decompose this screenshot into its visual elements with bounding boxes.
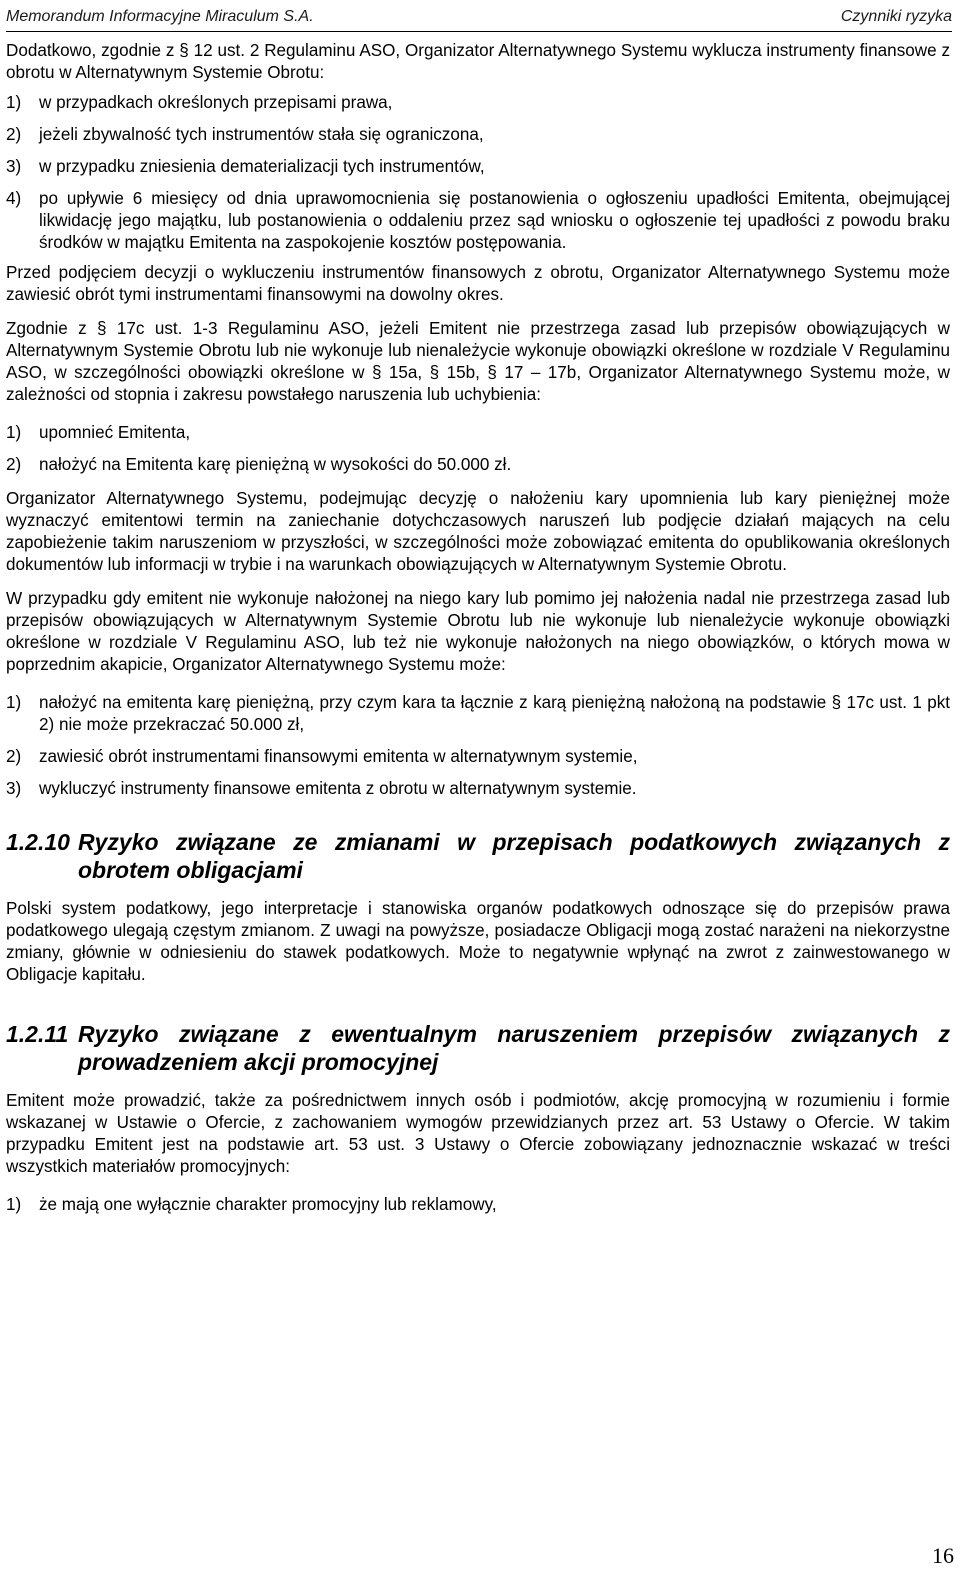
list-item-text: upomnieć Emitenta, bbox=[39, 423, 191, 442]
list-item bbox=[6, 422, 950, 444]
section-heading bbox=[6, 1020, 950, 1076]
list-item-number: 2) bbox=[6, 455, 22, 474]
list-item-number: 2) bbox=[6, 747, 22, 766]
list-item-number: 3) bbox=[6, 779, 22, 798]
paragraph: W przypadku gdy emitent nie wykonuje nałożonej na niego kary lub pomimo jej nałożenia nadal nie przestrzega zasad lub przepisów obowiązujących w Alternatywnym Systemie Obrotu lub nie wykonuje lub nienależycie wykonuje obowiązki określone w rozdziale V Regulaminu ASO, lub też nie wykonuje nałożonych na niego obowiązków, o których mowa w poprzednim akapicie, Organizator Alternatywnego Systemu może: bbox=[6, 589, 950, 674]
page-body bbox=[6, 40, 950, 1226]
page-header bbox=[6, 8, 952, 32]
list-item-number: 1) bbox=[6, 693, 22, 712]
penalty-list bbox=[6, 422, 950, 476]
list-item bbox=[6, 454, 950, 476]
list-item-text: w przypadku zniesienia dematerializacji tych instrumentów, bbox=[39, 157, 485, 176]
list-item-text: zawiesić obrót instrumentami finansowymi emitenta w alternatywnym systemie, bbox=[39, 747, 638, 766]
paragraph: Organizator Alternatywnego Systemu, podejmując decyzję o nałożeniu kary upomnienia lub kary pieniężnej może wyznaczyć emitentowi termin na zaniechanie dotychczasowych naruszeń lub podjęcie działań mających na celu zapobieżenie takim naruszeniom w przyszłości, w szczególności może zobowiązać emitenta do opublikowania określonych dokumentów lub informacji w trybie i na warunkach obowiązujących w Alternatywnym Systemie Obrotu. bbox=[6, 489, 950, 574]
list-item-text: w przypadkach określonych przepisami prawa, bbox=[39, 93, 393, 112]
list-item-number: 2) bbox=[6, 125, 22, 144]
list-item bbox=[6, 92, 950, 114]
list-item-text: nałożyć na Emitenta karę pieniężną w wysokości do 50.000 zł. bbox=[39, 455, 512, 474]
list-item-number: 1) bbox=[6, 423, 22, 442]
page-number: 16 bbox=[932, 1543, 954, 1568]
list-item bbox=[6, 778, 950, 800]
list-item-text: nałożyć na emitenta karę pieniężną, przy czym kara ta łącznie z karą pieniężną nałożoną na podstawie § 17c ust. 1 pkt 2) nie może przekraczać 50.000 zł, bbox=[39, 693, 950, 734]
exclusion-list bbox=[6, 92, 950, 254]
section-heading bbox=[6, 828, 950, 884]
list-item bbox=[6, 692, 950, 736]
list-item bbox=[6, 156, 950, 178]
list-item bbox=[6, 1194, 950, 1216]
sanctions-list bbox=[6, 692, 950, 800]
list-item bbox=[6, 188, 950, 254]
list-item-text: jeżeli zbywalność tych instrumentów stała się ograniczona, bbox=[39, 125, 484, 144]
list-item-number: 4) bbox=[6, 189, 22, 208]
header-section-title: Czynniki ryzyka bbox=[840, 8, 952, 25]
list-item bbox=[6, 746, 950, 768]
list-item bbox=[6, 124, 950, 146]
section-title: Ryzyko związane z ewentualnym naruszeniem przepisów związanych z prowadzeniem akcji promocyjnej bbox=[78, 1021, 950, 1075]
section-number: 1.2.10 bbox=[6, 829, 70, 855]
list-item-number: 3) bbox=[6, 157, 22, 176]
promo-requirements-list bbox=[6, 1194, 950, 1216]
section-title: Ryzyko związane ze zmianami w przepisach podatkowych związanych z obrotem obligacjami bbox=[78, 829, 950, 883]
list-item-text: po upływie 6 miesięcy od dnia uprawomocnienia się postanowienia o ogłoszeniu upadłości Emitenta, obejmującej likwidację jego majątku, lub postanowienia o oddaleniu przez sąd wniosku o ogłoszenie tej upadłości z powodu braku środków w majątku Emitenta na zaspokojenie kosztów postępowania. bbox=[39, 189, 950, 252]
paragraph: Emitent może prowadzić, także za pośrednictwem innych osób i podmiotów, akcję promocyjną w rozumieniu i formie wskazanej w Ustawie o Ofercie, z zachowaniem wymogów przewidzianych przez art. 53 Ustawy o Ofercie. W takim przypadku Emitent jest na podstawie art. 53 ust. 3 Ustawy o Ofercie zobowiązany jednoznacznie wskazać w treści wszystkich materiałów promocyjnych: bbox=[6, 1091, 950, 1176]
paragraph: Przed podjęciem decyzji o wykluczeniu instrumentów finansowych z obrotu, Organizator Alternatywnego Systemu może zawiesić obrót tymi instrumentami finansowymi na dowolny okres. bbox=[6, 263, 950, 304]
list-item-text: że mają one wyłącznie charakter promocyjny lub reklamowy, bbox=[39, 1195, 497, 1214]
list-item-number: 1) bbox=[6, 1195, 22, 1214]
list-item-number: 1) bbox=[6, 93, 22, 112]
paragraph: Polski system podatkowy, jego interpretacje i stanowiska organów podatkowych odnoszące się do przepisów prawa podatkowego ulegają częstym zmianom. Z uwagi na powyższe, posiadacze Obligacji mogą zostać narażeni na niekorzystne zmiany, głównie w odniesieniu do stawek podatkowych. Może to negatywnie wpłynąć na zwrot z zainwestowanego w Obligacje kapitału. bbox=[6, 899, 950, 984]
paragraph: Zgodnie z § 17c ust. 1-3 Regulaminu ASO, jeżeli Emitent nie przestrzega zasad lub przepisów obowiązujących w Alternatywnym Systemie Obrotu lub nie wykonuje lub nienależycie wykonuje obowiązki określone w rozdziale V Regulaminu ASO, w szczególności obowiązki określone w § 15a, § 15b, § 17 – 17b, Organizator Alternatywnego Systemu może, w zależności od stopnia i zakresu powstałego naruszenia lub uchybienia: bbox=[6, 319, 950, 404]
list-item-text: wykluczyć instrumenty finansowe emitenta z obrotu w alternatywnym systemie. bbox=[39, 779, 637, 798]
paragraph: Dodatkowo, zgodnie z § 12 ust. 2 Regulaminu ASO, Organizator Alternatywnego Systemu wyklucza instrumenty finansowe z obrotu w Alternatywnym Systemie Obrotu: bbox=[6, 41, 950, 82]
section-number: 1.2.11 bbox=[6, 1021, 69, 1047]
header-document-title: Memorandum Informacyjne Miraculum S.A. bbox=[6, 8, 314, 25]
